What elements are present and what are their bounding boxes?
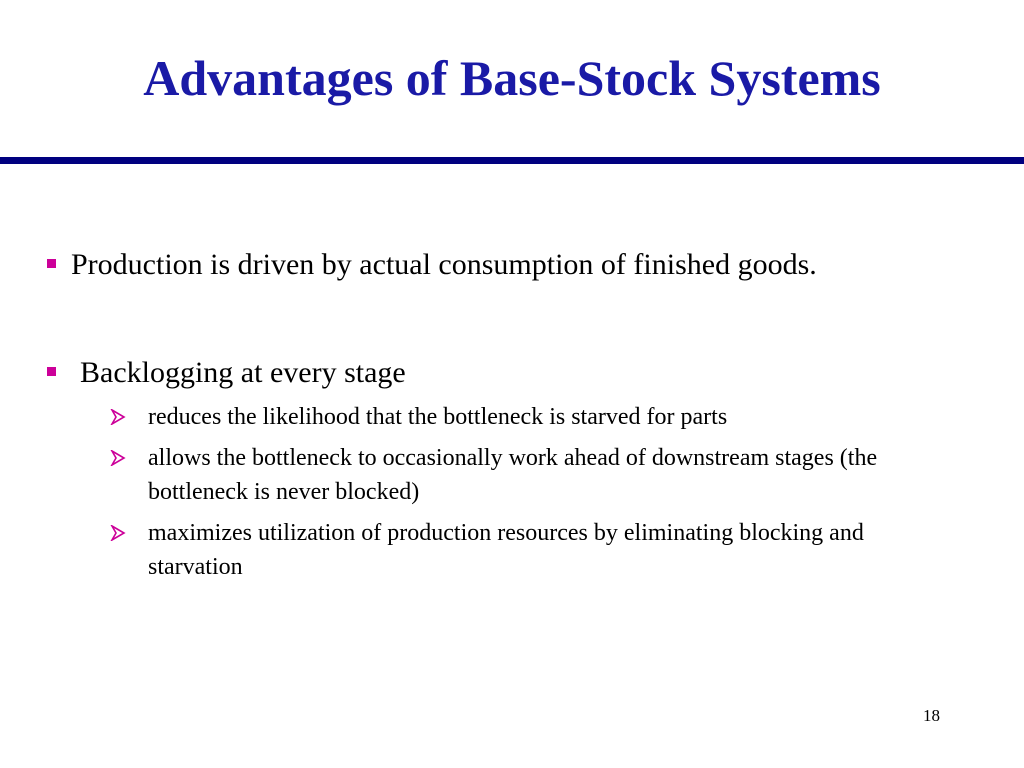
bullet-item — [47, 354, 907, 391]
page-number: 18 — [923, 706, 940, 725]
arrow-bullet-icon — [110, 525, 126, 541]
title-divider — [0, 157, 1024, 164]
arrow-bullet-icon — [110, 450, 126, 466]
arrow-bullet-icon — [110, 409, 126, 425]
bullet-text: Production is driven by actual consumption of finished goods. — [71, 248, 817, 281]
bullet-item — [47, 246, 907, 283]
slide-title: Advantages of Base-Stock Systems — [143, 50, 881, 106]
square-bullet-icon — [47, 259, 56, 268]
subbullet-item — [110, 441, 930, 509]
bullet-text: Backlogging at every stage — [80, 356, 406, 389]
subbullet-text: reduces the likelihood that the bottleneck is starved for parts — [148, 404, 728, 430]
subbullet-text: maximizes utilization of production resources by eliminating blocking and starvation — [148, 520, 864, 580]
subbullet-text: allows the bottleneck to occasionally work ahead of downstream stages (the bottleneck is never blocked) — [148, 445, 878, 505]
subbullet-item — [110, 400, 930, 434]
subbullet-item — [110, 516, 930, 584]
square-bullet-icon — [47, 367, 56, 376]
